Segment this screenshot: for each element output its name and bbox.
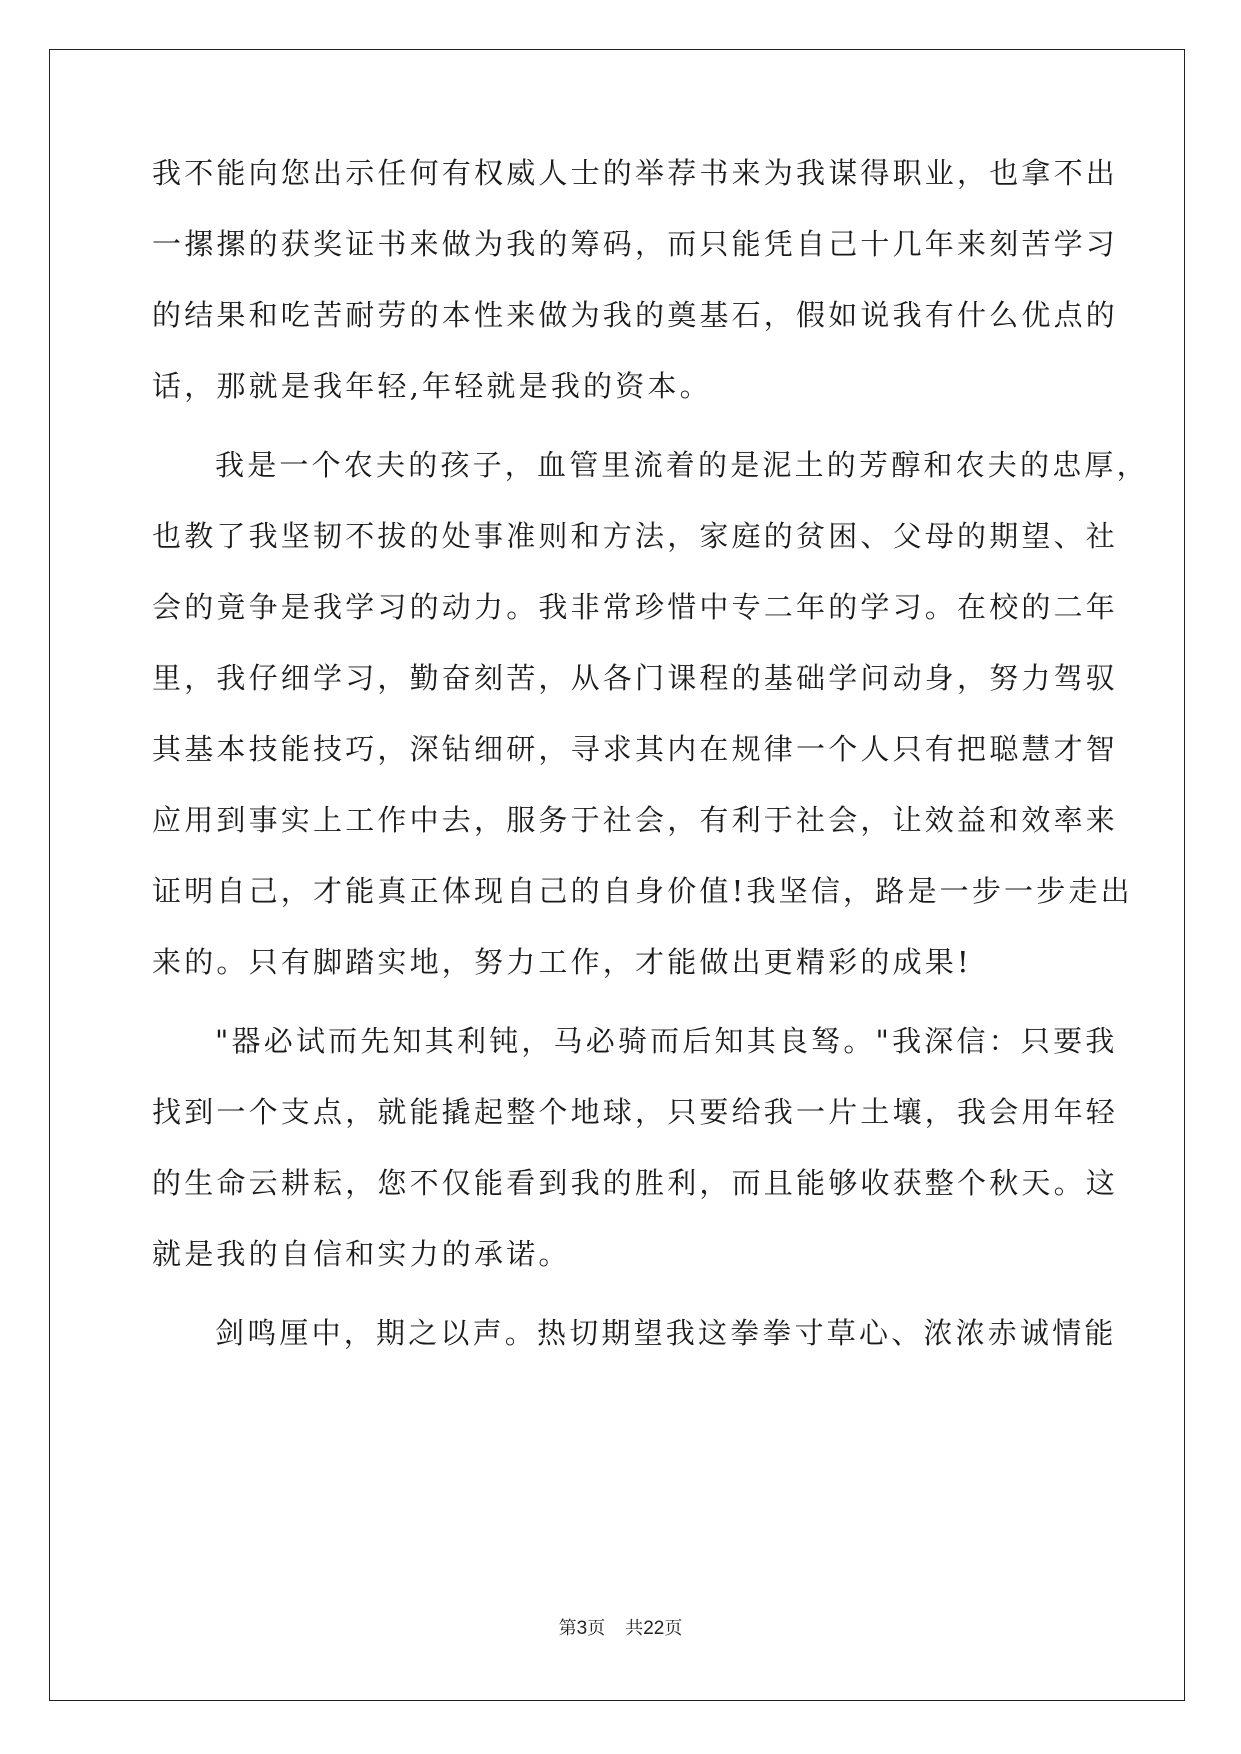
- text-line: 我不能向您出示任何有权威人士的举荐书来为我谋得职业，也拿不出: [152, 156, 1119, 190]
- text-line: 的生命云耕耘，您不仅能看到我的胜利，而且能够收获整个秋天。这: [152, 1166, 1119, 1200]
- total-prefix: 共: [625, 1618, 644, 1639]
- text-line: "器必试而先知其利钝，马必骑而后知其良驽。"我深信：只要我: [215, 1024, 1118, 1058]
- page-prefix: 第: [558, 1618, 577, 1639]
- text-line: 也教了我坚韧不拔的处事准则和方法，家庭的贫困、父母的期望、社: [152, 519, 1119, 553]
- page-footer: [0, 1617, 1241, 1641]
- page-suffix: 页: [587, 1618, 606, 1639]
- text-line: 我是一个农夫的孩子，血管里流着的是泥土的芳醇和农夫的忠厚，: [215, 448, 1149, 482]
- text-line: 一摞摞的获奖证书来做为我的筹码，而只能凭自己十几年来刻苦学习: [152, 227, 1119, 261]
- text-line: 就是我的自信和实力的承诺。: [152, 1237, 571, 1271]
- text-line: 话，那就是我年轻,年轻就是我的资本。: [152, 369, 712, 403]
- text-line: 会的竟争是我学习的动力。我非常珍惜中专二年的学习。在校的二年: [152, 590, 1119, 624]
- text-line: 其基本技能技巧，深钻细研，寻求其内在规律一个人只有把聪慧才智: [152, 732, 1119, 766]
- text-line: 的结果和吃苦耐劳的本性来做为我的奠基石，假如说我有什么优点的: [152, 298, 1119, 332]
- total-pages: 22: [643, 1618, 665, 1639]
- page-number: 3: [576, 1618, 588, 1639]
- text-line: 来的。只有脚踏实地，努力工作，才能做出更精彩的成果!: [152, 945, 972, 979]
- text-line: 里，我仔细学习，勤奋刻苦，从各门课程的基础学问动身，努力驾驭: [152, 661, 1119, 695]
- text-line: 找到一个支点，就能撬起整个地球，只要给我一片土壤，我会用年轻: [152, 1095, 1119, 1129]
- text-line: 应用到事实上工作中去，服务于社会，有利于社会，让效益和效率来: [152, 803, 1119, 837]
- total-suffix: 页: [664, 1618, 683, 1639]
- text-line: 剑鸣厘中，期之以声。热切期望我这拳拳寸草心、浓浓赤诚情能: [215, 1316, 1117, 1350]
- text-line: 证明自己，才能真正体现自己的自身价值!我坚信，路是一步一步走出: [152, 874, 1133, 908]
